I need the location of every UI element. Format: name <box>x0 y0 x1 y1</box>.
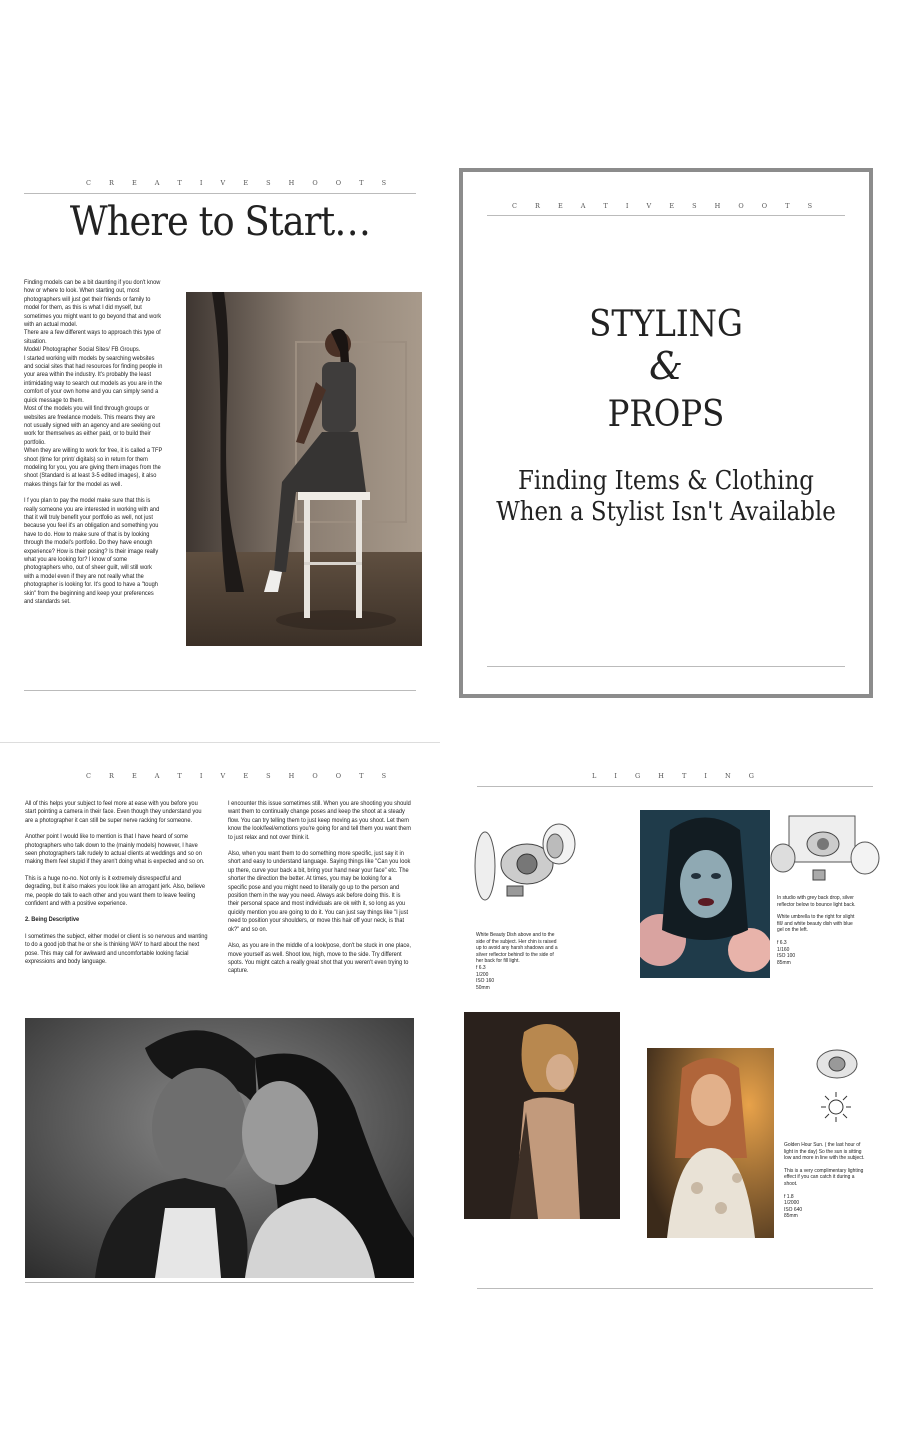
camera-setting: f 6.3 <box>476 964 486 971</box>
paragraph: Also, when you want them to do something more specific, just say it in short and easy to understand language. Saying things like "Can you look up there, curve your back a bit, bring your hand near your face" etc. The shorter the direction the better. At times, you may be looking for a specific pose and you might need to literally go up to the person and position them in the way you need. Always ask before doing this. It is their personal space and most individuals are ok with it, so long as you quickly mention you are going to do it. You can just say things like "I just need to position your shoulders, or move this hair off your neck, is that ok?" and so on. <box>228 850 411 933</box>
camera-setting: ISO 640 <box>784 1206 803 1213</box>
section-kicker: C R E A T I V E S H O O T S <box>85 179 395 187</box>
page-being-descriptive <box>0 742 440 1302</box>
reflector-icon <box>815 1047 859 1081</box>
blue-gel-portrait-photo <box>640 810 770 978</box>
paragraph: All of this helps your subject to feel more at ease with you before you start pointing a camera in their face. Even though they understand you are a photographer it can still be super nerve racking for someone. <box>25 800 202 824</box>
camera-setting: 50mm <box>476 984 490 991</box>
paragraph: Another point I would like to mention is that I have heard of some photographers who talk down to the (mainly models) however, I have seen photographers talk rudely to actual clients at weddings and so on making them feel stupid if they aren't doing what is expected and so on. <box>25 833 205 866</box>
caption-line: shoot. <box>784 1180 798 1187</box>
camera-setting: ISO 160 <box>476 978 495 985</box>
caption-line: effect if you can catch it during a <box>784 1174 855 1181</box>
camera-setting: f 6.3 <box>777 939 787 946</box>
top-rule <box>0 742 440 743</box>
paragraph: This is a huge no-no. Not only is it extremely disrespectful and degrading, but it also makes you look like an arrogant jerk. Also, believe me, people do talk to each other and you want them to leave feeling confident and with a positive experience. <box>25 874 205 908</box>
page-styling-props <box>459 168 873 698</box>
footer-rule <box>24 690 416 691</box>
header-rule <box>477 786 873 787</box>
header-rule <box>487 215 845 216</box>
camera-setting: f 1.8 <box>784 1193 794 1200</box>
camera-setting: 1/200 <box>476 971 489 978</box>
paragraph: I f you plan to pay the model make sure that this is really someone you are interested in working with and that it will truly benefit your portfolio as well, not just because you feel it's an obligation and something you have to do. How to make sure of that is by looking through the model's portfolio. Do they have enough experience? How is their posing? Is their image really what you are looking for? I know of some photographers who, out of sheer guilt, will still work with a model even if they are not really what the photographer is looking for. It's good to have a "tough skin" from the beginning and keep your preferences and standards set. <box>24 497 160 606</box>
paragraph: Also, as you are in the middle of a look/pose, don't be stuck in one place, move yourself as well. Shoot low, high, move to the side. Try different spots. You might catch a really great shot that you weren't even trying to capture. <box>228 942 411 975</box>
paragraph: I started working with models by searching websites and social sites that had resources for finding people in your area within the industry. It's probably the least intimidating way to search out models as you are in the comfort of your own home and you can simply send a quick message to them. <box>24 354 163 404</box>
caption-line: silver reflector behind/ to the side of <box>476 951 554 958</box>
section-kicker: C R E A T I V E S H O O T S <box>85 772 395 780</box>
paragraph: Most of the models you will find through groups or websites are freelance models. This means they are not usually signed with an agency and are seeking out work for themselves as either paid, or to build their portfolio. <box>24 405 161 446</box>
title-props: PROPS <box>607 394 725 435</box>
camera-setting: 85mm <box>784 1213 798 1220</box>
column-right <box>228 800 412 984</box>
camera-setting: 1/160 <box>777 946 790 953</box>
page-lighting <box>457 742 897 1302</box>
couple-photo <box>25 1018 414 1278</box>
caption-line: Golden Hour Sun. ( the last hour of <box>784 1142 861 1148</box>
section-kicker: C R E A T I V E S H O O T S <box>511 202 821 210</box>
caption-line: side of the subject. Her chin is raised <box>476 938 557 945</box>
caption-line: This is a very complimentary lighting <box>784 1167 864 1174</box>
beauty-dish-icon <box>467 814 579 904</box>
caption-line: up to avoid any harsh shadows and a <box>476 945 558 952</box>
caption-line: White Beauty Dish above and to the <box>476 932 555 938</box>
section-heading: 2. Being Descriptive <box>25 916 80 924</box>
title-ampersand: & <box>649 344 683 388</box>
backless-dress-portrait-photo <box>464 1012 620 1219</box>
caption-line: gel on the left. <box>777 927 808 934</box>
column-left <box>25 800 209 975</box>
camera-setting: 85mm <box>777 959 791 966</box>
golden-hour-portrait-photo <box>647 1048 774 1238</box>
caption-line: low and more in line with the subject. <box>784 1155 865 1162</box>
paragraph: When they are willing to work for free, it is called a TFP shoot (time for print/ digitals) so in return for them modeling for you, you are giving them images from the shoot (Standard is at least 3-5 edited images), it also makes things fair for the model as well. <box>24 447 163 488</box>
subtitle-line-2: When a Stylist Isn't Available <box>496 497 836 527</box>
page-title: Where to Start… <box>69 199 371 245</box>
title-styling: STYLING <box>589 304 743 345</box>
subtitle-line-1: Finding Items & Clothing <box>518 466 814 496</box>
caption-line: light in the day) So the sun is sitting <box>784 1148 862 1155</box>
caption-beauty-dish <box>476 932 573 991</box>
article-body <box>24 279 163 614</box>
sun-icon <box>819 1090 853 1124</box>
paragraph: I sometimes the subject, either model or client is so nervous and wanting to do a good job that he or she is thinking WAY to hard about the next pose. This may call for awkward and uncomfortable looking facial expressions and body language. <box>25 932 208 966</box>
paragraph: There are a few different ways to approach this type of situation. <box>24 329 161 345</box>
caption-line: In studio with grey back drop, silver <box>777 895 854 901</box>
caption-studio <box>777 895 876 966</box>
caption-line: White umbrella to the right for slight <box>777 914 855 921</box>
paragraph: I encounter this issue sometimes still. When you are shooting you should want them to continually change poses and keep the shoot at a steady flow. You can try telling them to just keep moving as you shoot. Let them know the look/feel/emotions you're going for and tell them you want them to just relax and not over think it. <box>228 800 411 841</box>
caption-golden-hour <box>784 1142 883 1220</box>
paragraph: Model/ Photographer Social Sites/ FB Groups. <box>24 346 141 354</box>
studio-setup-icon <box>769 810 881 890</box>
footer-rule <box>477 1288 873 1289</box>
caption-line: her back for fill light. <box>476 958 520 965</box>
camera-setting: 1/2000 <box>784 1200 800 1207</box>
caption-line: fill/ and white beauty dish with blue <box>777 920 853 927</box>
footer-rule <box>487 666 845 667</box>
paragraph: Finding models can be a bit daunting if you don't know how or where to look. When starting out, most photographers will just get their friends or family to model for them, as this is what I did myself, but sometimes you might want to go beyond that and work with an actual model. <box>24 279 162 329</box>
caption-line: reflector below to bounce light back. <box>777 901 856 908</box>
footer-rule <box>25 1282 414 1283</box>
camera-setting: ISO 100 <box>777 953 796 960</box>
header-rule <box>24 193 416 194</box>
page-where-to-start <box>0 155 440 715</box>
model-on-stool-photo <box>186 292 422 646</box>
section-kicker: L I G H T I N G <box>592 772 762 780</box>
